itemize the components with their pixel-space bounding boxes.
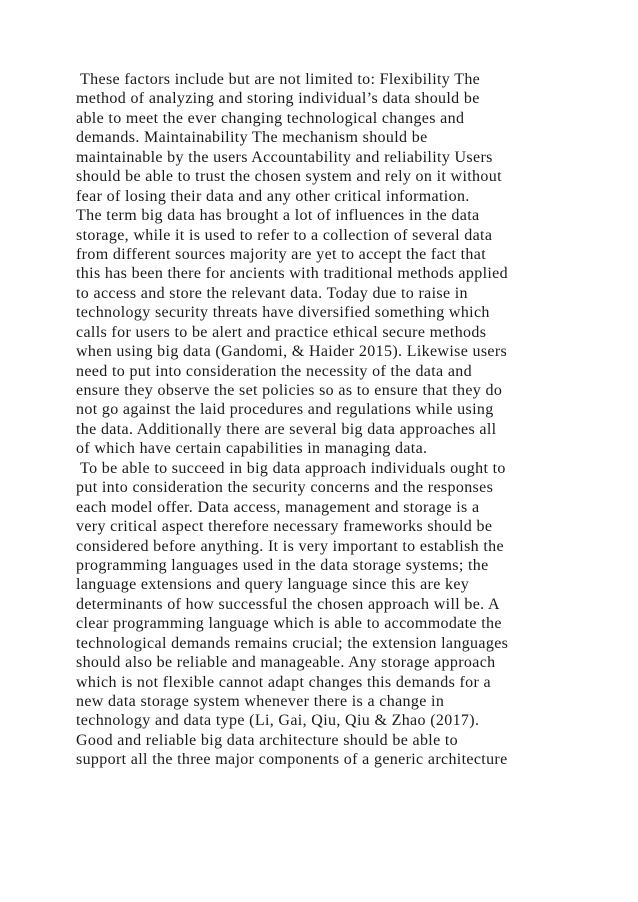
text-line: demands. Maintainability The mechanism should be bbox=[76, 129, 428, 147]
text-line: determinants of how successful the chosen approach will be. A bbox=[76, 595, 500, 613]
text-line: put into consideration the security concerns and the responses bbox=[76, 479, 494, 497]
text-line: fear of losing their data and any other critical information. bbox=[76, 187, 470, 205]
text-line: the data. Additionally there are several big data approaches all bbox=[76, 420, 497, 438]
text-line: programming languages used in the data storage systems; the bbox=[76, 556, 489, 574]
text-line: storage, while it is used to refer to a collection of several data bbox=[76, 226, 493, 244]
text-line: should be able to trust the chosen system and rely on it without bbox=[76, 168, 502, 186]
text-line: when using big data (Gandomi, & Haider 2015). Likewise users bbox=[76, 343, 508, 361]
text-line: method of analyzing and storing individual’s data should be bbox=[76, 90, 480, 108]
text-line: considered before anything. It is very important to establish the bbox=[76, 537, 504, 555]
text-line: this has been there for ancients with traditional methods applied bbox=[76, 265, 508, 283]
text-line: from different sources majority are yet to accept the fact that bbox=[76, 245, 487, 263]
text-line: very critical aspect therefore necessary frameworks should be bbox=[76, 518, 493, 536]
text-line: technological demands remains crucial; the extension languages bbox=[76, 634, 509, 652]
text-line: The term big data has brought a lot of influences in the data bbox=[76, 207, 480, 225]
text-line: should also be reliable and manageable. Any storage approach bbox=[76, 654, 496, 672]
text-line: technology and data type (Li, Gai, Qiu, Qiu & Zhao (2017). bbox=[76, 712, 480, 730]
text-line: maintainable by the users Accountability and reliability Users bbox=[76, 148, 493, 166]
text-line: These factors include but are not limited to: Flexibility The bbox=[76, 71, 481, 88]
text-line: which is not flexible cannot adapt changes this demands for a bbox=[76, 673, 492, 691]
text-line: technology security threats have diversified something which bbox=[76, 304, 490, 322]
text-line: To be able to succeed in big data approach individuals ought to bbox=[76, 459, 506, 477]
text-line: calls for users to be alert and practice ethical secure methods bbox=[76, 323, 487, 341]
text-line: clear programming language which is able to accommodate the bbox=[76, 615, 502, 633]
text-line: to access and store the relevant data. Today due to raise in bbox=[76, 284, 468, 302]
text-line: each model offer. Data access, management and storage is a bbox=[76, 498, 480, 516]
document-body-text bbox=[76, 70, 576, 770]
text-line: of which have certain capabilities in managing data. bbox=[76, 440, 428, 458]
text-line: able to meet the ever changing technological changes and bbox=[76, 109, 465, 127]
text-line: language extensions and query language since this are key bbox=[76, 576, 470, 594]
text-line: need to put into consideration the necessity of the data and bbox=[76, 362, 472, 380]
text-line: new data storage system whenever there is a change in bbox=[76, 693, 445, 710]
text-line: support all the three major components of a generic architecture bbox=[76, 751, 508, 769]
text-line: not go against the laid procedures and regulations while using bbox=[76, 401, 494, 419]
text-line: ensure they observe the set policies so as to ensure that they do bbox=[76, 382, 503, 399]
text-line: Good and reliable big data architecture should be able to bbox=[76, 731, 459, 749]
